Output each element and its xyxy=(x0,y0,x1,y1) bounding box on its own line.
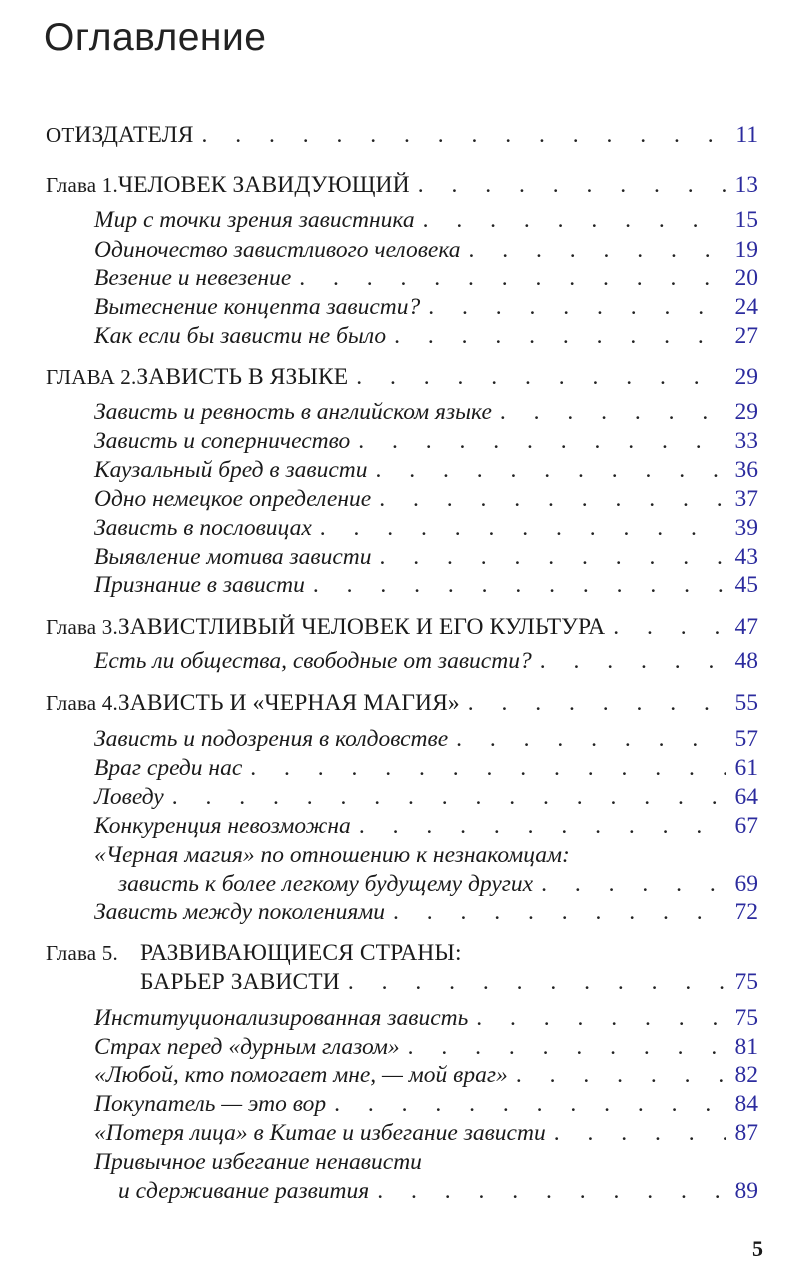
dot-leader xyxy=(469,237,727,264)
toc-section-entry[interactable] xyxy=(94,457,758,484)
toc-section-entry[interactable] xyxy=(94,1149,758,1176)
entry-title: Вытеснение концепта зависти? xyxy=(94,294,421,320)
dot-leader xyxy=(408,1034,726,1061)
dot-leader xyxy=(476,1005,726,1032)
entry-title: Покупатель — это вор xyxy=(94,1091,327,1117)
dot-leader xyxy=(376,457,727,484)
toc-chapter-entry[interactable] xyxy=(140,969,758,996)
page-ref[interactable]: 43 xyxy=(734,544,758,570)
dot-leader xyxy=(250,755,726,782)
entry-title: «Потеря лица» в Китае и избегание зависти xyxy=(94,1120,546,1146)
page-ref[interactable]: 36 xyxy=(734,457,758,483)
page-ref[interactable]: 69 xyxy=(734,871,758,897)
dot-leader xyxy=(379,486,726,513)
dot-leader xyxy=(541,871,726,898)
entry-title: Враг среди нас xyxy=(94,755,243,781)
page-ref[interactable]: 27 xyxy=(734,323,758,349)
entry-title: ЧЕЛОВЕК ЗАВИДУЮЩИЙ xyxy=(117,172,410,198)
toc-section-entry[interactable] xyxy=(94,486,758,513)
page-ref[interactable]: 81 xyxy=(734,1034,758,1060)
toc-section-entry[interactable] xyxy=(94,1062,758,1089)
entry-title: Мир с точки зрения завистника xyxy=(94,207,415,233)
page-ref[interactable]: 82 xyxy=(734,1062,758,1088)
page-ref[interactable]: 84 xyxy=(734,1091,758,1117)
page-ref[interactable]: 13 xyxy=(734,172,758,198)
entry-title: Зависть между поколениями xyxy=(94,899,385,925)
entry-title: ЗАВИСТЛИВЫЙ ЧЕЛОВЕК И ЕГО КУЛЬТУРА xyxy=(117,614,606,640)
toc-section-entry[interactable] xyxy=(94,544,758,571)
entry-title: Как если бы зависти не было xyxy=(94,323,387,349)
toc-chapter-entry[interactable] xyxy=(46,690,758,717)
page-ref[interactable]: 64 xyxy=(734,784,758,810)
page-ref[interactable]: 37 xyxy=(734,486,758,512)
entry-title: Конкуренция невозможна xyxy=(94,813,351,839)
entry-title: Зависть в пословицах xyxy=(94,515,312,541)
page-ref[interactable]: 24 xyxy=(734,294,758,320)
toc-section-entry[interactable] xyxy=(94,755,758,782)
entry-title: Каузальный бред в зависти xyxy=(94,457,368,483)
dot-leader xyxy=(380,544,726,571)
entry-title: ЗАВИСТЬ И «ЧЕРНАЯ МАГИЯ» xyxy=(117,690,460,716)
entry-title: «Черная магия» по отношению к незнакомцам: xyxy=(94,842,570,868)
toc-section-entry[interactable] xyxy=(94,515,758,542)
page-ref[interactable]: 48 xyxy=(734,648,758,674)
page-ref[interactable]: 29 xyxy=(734,399,758,425)
toc-section-entry[interactable] xyxy=(94,572,758,599)
dot-leader xyxy=(334,1091,726,1118)
toc-section-entry[interactable] xyxy=(94,265,758,292)
dot-leader xyxy=(313,572,726,599)
page-ref[interactable]: 39 xyxy=(734,515,758,541)
entry-title: Есть ли общества, свободные от зависти? xyxy=(94,648,532,674)
entry-title: Зависть и соперничество xyxy=(94,428,351,454)
entry-title: Везение и невезение xyxy=(94,265,292,291)
page-ref[interactable]: 47 xyxy=(734,614,758,640)
toc-section-entry[interactable] xyxy=(118,1178,758,1205)
page-ref[interactable]: 55 xyxy=(734,690,758,716)
toc-section-entry[interactable] xyxy=(94,1005,758,1032)
entry-title: Одно немецкое определение xyxy=(94,486,372,512)
entry-title: Выявление мотива зависти xyxy=(94,544,372,570)
entry-title: Ловеду xyxy=(94,784,164,810)
toc-section-entry[interactable] xyxy=(94,648,758,675)
dot-leader xyxy=(394,323,726,350)
chapter-number: Глава 1. xyxy=(46,173,118,197)
dot-leader xyxy=(172,784,726,811)
dot-leader xyxy=(456,726,726,753)
dot-leader xyxy=(348,969,726,996)
page-ref[interactable]: 67 xyxy=(734,813,758,839)
toc-section-entry[interactable] xyxy=(94,1091,758,1118)
entry-title: и сдерживание развития xyxy=(118,1178,370,1204)
dot-leader xyxy=(377,1178,726,1205)
page-ref[interactable]: 75 xyxy=(734,1005,758,1031)
toc-chapter-entry[interactable] xyxy=(46,122,758,149)
entry-title: ИЗДАТЕЛЯ xyxy=(74,122,194,148)
dot-leader xyxy=(428,294,726,321)
toc-section-entry[interactable] xyxy=(94,726,758,753)
page-ref[interactable]: 15 xyxy=(734,207,758,233)
dot-leader xyxy=(359,813,726,840)
entry-title: ЗАВИСТЬ В ЯЗЫКЕ xyxy=(136,364,349,390)
chapter-number: ОТ xyxy=(46,123,75,147)
entry-title: «Любой, кто помогает мне, — мой враг» xyxy=(94,1062,508,1088)
dot-leader xyxy=(393,899,726,926)
dot-leader xyxy=(468,690,726,717)
toc-section-entry[interactable] xyxy=(118,871,758,898)
toc-chapter-entry[interactable] xyxy=(46,364,758,391)
entry-title: Одиночество завистливого человека xyxy=(94,237,461,263)
toc-chapter-entry[interactable] xyxy=(46,940,758,967)
page-title: Оглавление xyxy=(44,16,267,59)
toc-section-entry[interactable] xyxy=(94,207,758,234)
entry-title: Привычное избегание ненависти xyxy=(94,1149,422,1175)
entry-title: Зависть и подозрения в колдовстве xyxy=(94,726,449,752)
entry-title: Институционализированная зависть xyxy=(94,1005,469,1031)
chapter-number: Глава 4. xyxy=(46,691,118,715)
entry-title: Зависть и ревность в английском языке xyxy=(94,399,492,425)
entry-title: зависть к более легкому будущему других xyxy=(118,871,534,897)
toc-section-entry[interactable] xyxy=(94,784,758,811)
dot-leader xyxy=(516,1062,726,1089)
page-ref[interactable]: 61 xyxy=(734,755,758,781)
dot-leader xyxy=(423,207,726,234)
dot-leader xyxy=(613,614,726,641)
toc-section-entry[interactable] xyxy=(94,842,758,869)
entry-title: Страх перед «дурным глазом» xyxy=(94,1034,400,1060)
toc-section-entry[interactable] xyxy=(94,813,758,840)
entry-title: Признание в зависти xyxy=(94,572,305,598)
toc-section-entry[interactable] xyxy=(94,237,758,264)
page-number: 5 xyxy=(752,1236,763,1261)
page-ref[interactable]: 29 xyxy=(734,364,758,390)
dot-leader xyxy=(358,428,726,455)
toc-section-entry[interactable] xyxy=(94,323,758,350)
page-ref[interactable]: 89 xyxy=(734,1178,758,1204)
dot-leader xyxy=(418,172,726,199)
page-ref[interactable]: 11 xyxy=(735,122,758,148)
dot-leader xyxy=(500,399,726,426)
page-ref[interactable]: 75 xyxy=(734,969,758,995)
dot-leader xyxy=(201,122,726,149)
toc-section-entry[interactable] xyxy=(94,294,758,321)
dot-leader xyxy=(299,265,726,292)
page-ref[interactable]: 87 xyxy=(734,1120,758,1146)
chapter-number: Глава 3. xyxy=(46,615,118,639)
dot-leader xyxy=(554,1120,726,1147)
page-ref[interactable]: 57 xyxy=(734,726,758,752)
entry-title: БАРЬЕР ЗАВИСТИ xyxy=(140,969,340,995)
page-ref[interactable]: 33 xyxy=(734,428,758,454)
toc-section-entry[interactable] xyxy=(94,1034,758,1061)
page-ref[interactable]: 45 xyxy=(734,572,758,598)
page-ref[interactable]: 19 xyxy=(734,237,758,263)
chapter-number: ГЛАВА 2. xyxy=(46,365,137,389)
toc-chapter-entry[interactable] xyxy=(46,172,758,199)
dot-leader xyxy=(356,364,726,391)
chapter-number: Глава 5. xyxy=(46,941,118,965)
toc-section-entry[interactable] xyxy=(94,899,758,926)
dot-leader xyxy=(320,515,726,542)
dot-leader xyxy=(540,648,726,675)
toc-section-entry[interactable] xyxy=(94,428,758,455)
entry-title: РАЗВИВАЮЩИЕСЯ СТРАНЫ: xyxy=(140,940,462,966)
toc-chapter-entry[interactable] xyxy=(46,614,758,641)
page-ref[interactable]: 72 xyxy=(734,899,758,925)
toc-section-entry[interactable] xyxy=(94,399,758,426)
page-ref[interactable]: 20 xyxy=(734,265,758,291)
toc-section-entry[interactable] xyxy=(94,1120,758,1147)
